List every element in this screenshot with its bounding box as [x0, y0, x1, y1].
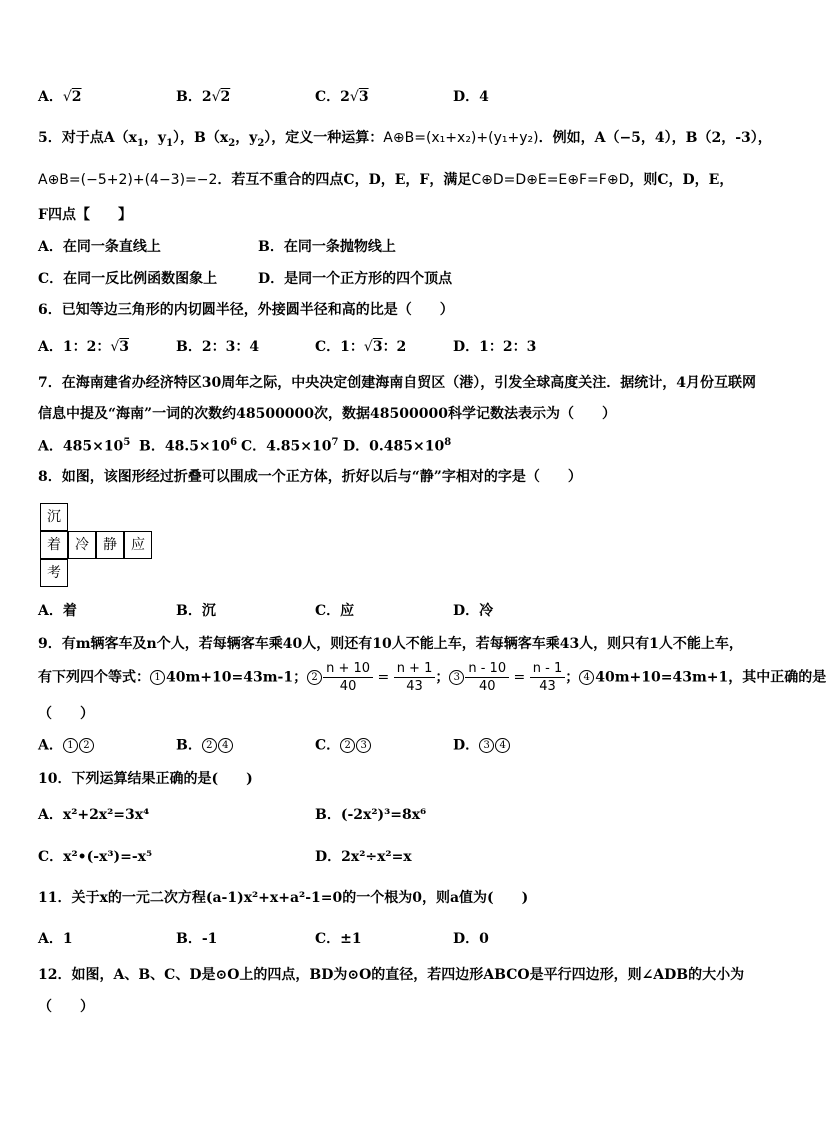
fraction: $\frac{n - 1}{43}$ [530, 662, 565, 693]
q5-line3: F四点【 】 [38, 207, 132, 223]
q5-option-c: C．在同一反比例函数图象上 [38, 271, 218, 287]
q6-stem: 6．已知等边三角形的内切圆半径，外接圆半径和高的比是（ ） [38, 302, 454, 318]
q8-stem: 8．如图，该图形经过折叠可以围成一个正方体，折好以后与“静”字相对的字是（ ） [38, 469, 582, 485]
q9-line3: （ ） [38, 706, 94, 722]
q9-option-d: D． 3 4 [453, 738, 511, 753]
fraction: $\frac{n + 1}{43}$ [394, 662, 436, 693]
q7-option-d: D．$0.485\times 10^8$ [343, 437, 452, 455]
q8-option-b: B．沉 [176, 603, 216, 619]
q9-line2: 有下列四个等式： 1 40m+10=43m-1； 2 $\frac{n + 10}{40}$ = $\frac{n + 1}{43}$ ； 3 $\frac{n - 10}{40}$ = $\frac{n - 1}{43}$ ； 4 40m+10=43m+1，其中正确的是 [38, 661, 826, 694]
q6-option-a: A．1：2：√3 [38, 339, 130, 355]
q8-option-c: C．应 [315, 603, 355, 619]
circled-number: 3 [449, 670, 464, 685]
circled-number: 1 [150, 670, 165, 685]
q8-option-d: D．冷 [453, 603, 494, 619]
q9-option-a: A． 1 2 [38, 738, 95, 753]
q4-option-b: B．2√2 [176, 89, 231, 105]
circled-number: 4 [579, 670, 594, 685]
q5-formula-example: A⊕B=(−5+2)+(4−3)=−2 [38, 172, 218, 188]
q4-option-a: A．√2 [38, 89, 82, 105]
q7-line2: 信息中提及“海南”一词的次数约48500000次，数据48500000科学记数法表示为（ ） [38, 406, 616, 422]
q10-option-a: A．x²+2x²=3x⁴ [38, 807, 150, 823]
q9-option-c: C． 2 3 [315, 738, 372, 753]
q5-formula-condition: C⊕D=D⊕E=E⊕F=F⊕D [471, 172, 630, 188]
net-cell: 静 [96, 531, 124, 559]
q10-option-c: C．x²•(-x³)=-x⁵ [38, 849, 153, 865]
q10-option-b: B．(-2x²)³=8x⁶ [315, 807, 427, 823]
net-cell: 应 [124, 531, 152, 559]
q7-option-a: A．$485\times 10^5$ [38, 437, 131, 455]
q11-option-b: B．-1 [176, 931, 218, 947]
q7-option-c: C．$4.85\times 10^7$ [241, 437, 339, 455]
q11-stem: 11．关于x的一元二次方程(a-1)x²+x+a²-1=0的一个根为0，则a值为( ) [38, 890, 529, 906]
circled-number: 2 [307, 670, 322, 685]
q5-formula-def: A⊕B=(x₁+x₂)+(y₁+y₂) [383, 130, 539, 146]
q9-line1: 9．有m辆客车及n个人，若每辆客车乘40人，则还有10人不能上车，若每辆客车乘43人，则只有1人不能上车， [38, 636, 743, 652]
q5-option-b: B．在同一条抛物线上 [258, 239, 396, 255]
fraction: $\frac{n - 10}{40}$ [465, 662, 509, 693]
q10-option-d: D．2x²÷x²=x [315, 849, 412, 865]
q5-line2: A⊕B=(−5+2)+(4−3)=−2．若互不重合的四点C，D，E，F，满足C⊕D=D⊕E=E⊕F=F⊕D，则C，D，E， [38, 172, 734, 188]
q12-line1: 12．如图，A、B、C、D是⊙O上的四点，BD为⊙O的直径，若四边形ABCO是平行四边形，则∠ADB的大小为 [38, 967, 745, 983]
net-cell: 考 [40, 559, 68, 587]
q10-stem: 10．下列运算结果正确的是( ) [38, 771, 253, 787]
q11-option-a: A．1 [38, 931, 73, 947]
net-cell: 着 [40, 531, 68, 559]
sqrt-value: 2 [71, 89, 82, 105]
q6-option-d: D．1：2：3 [453, 339, 537, 355]
q6-option-b: B．2：3：4 [176, 339, 260, 355]
q11-option-c: C．±1 [315, 931, 362, 947]
q7-option-b: B．$48.5\times 10^6$ [139, 437, 238, 455]
q9-option-b: B． 2 4 [176, 738, 234, 753]
q5-option-d: D．是同一个正方形的四个顶点 [258, 271, 453, 287]
q8-option-a: A．着 [38, 603, 77, 619]
q6-option-c: C．1：√3：2 [315, 339, 407, 355]
q4-option-c: C．2√3 [315, 89, 369, 105]
net-cell: 冷 [68, 531, 96, 559]
q5-line1: 5．对于点$A(x_1$，$y_1$），$B(x_2$，$y_2$），定义一种运算：A⊕B=(x₁+x₂)+(y₁+y₂)．例如，A（−5，4），B（2，-3）， [38, 130, 772, 149]
q7-line1: 7．在海南建省办经济特区30周年之际，中央决定创建海南自贸区（港），引发全球高度关注．据统计，4月份互联网 [38, 375, 756, 391]
q4-option-d: D．4 [453, 89, 489, 105]
fraction: $\frac{n + 10}{40}$ [323, 662, 373, 693]
q11-option-d: D．0 [453, 931, 489, 947]
q5-option-a: A．在同一条直线上 [38, 239, 161, 255]
net-cell: 沉 [40, 503, 68, 531]
q12-line2: （ ） [38, 999, 94, 1015]
